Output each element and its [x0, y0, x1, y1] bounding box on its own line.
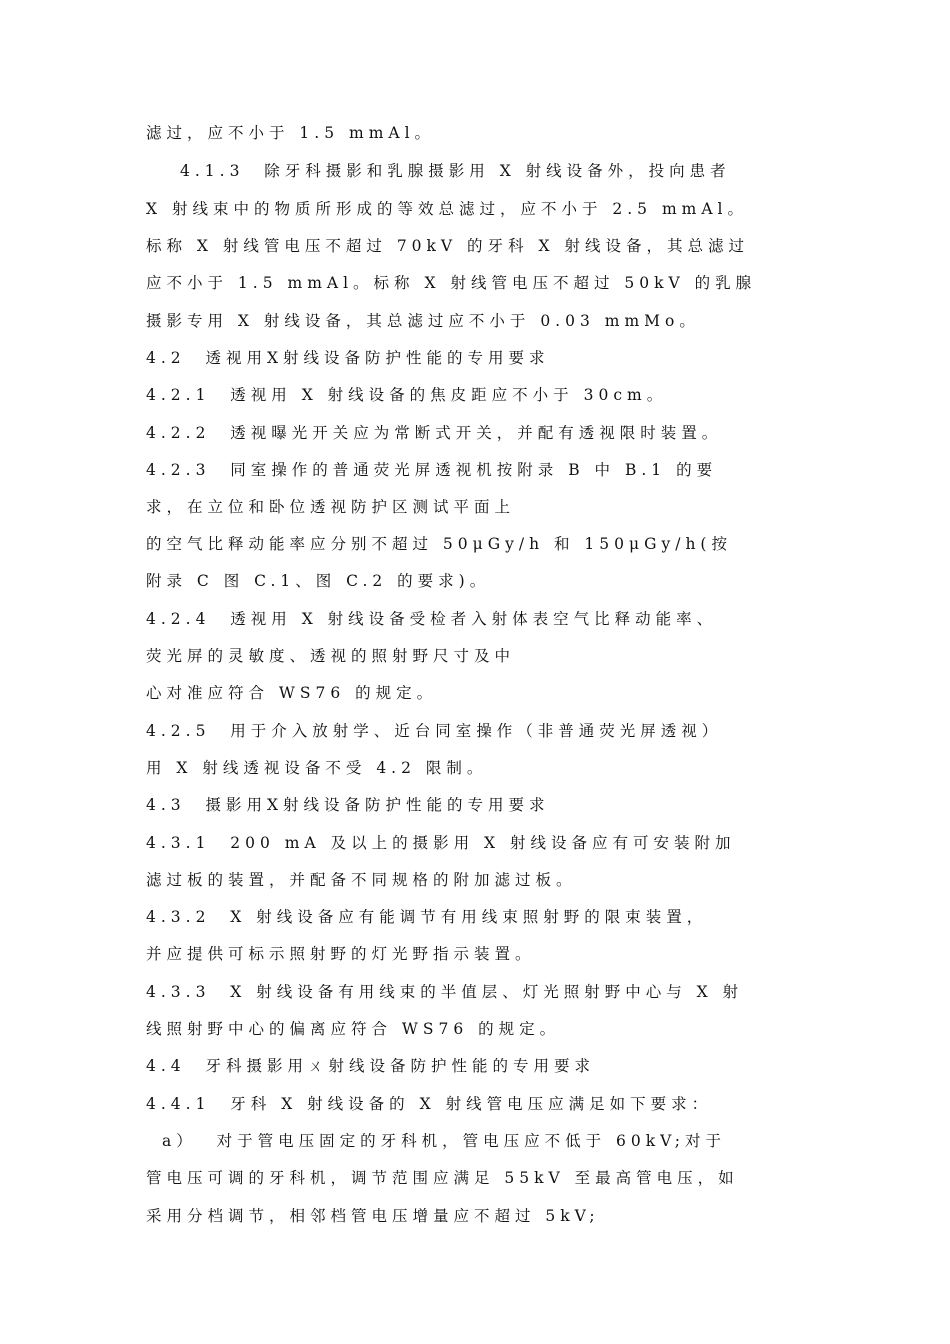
text-line: 线照射野中心的偏离应符合 WS76 的规定。 [146, 1020, 561, 1038]
text-line: 求，在立位和卧位透视防护区测试平面上 [146, 498, 516, 516]
section-heading-4-2: 4.2 透视用X射线设备防护性能的专用要求 [146, 349, 550, 367]
clause-4-2-5: 4.2.5 用于介入放射学、近台同室操作（非普通荧光屏透视） [146, 722, 723, 740]
clause-4-2-3: 4.2.3 同室操作的普通荧光屏透视机按附录 B 中 B.1 的要 [146, 461, 718, 479]
clause-4-1-3: 4.1.3 除牙科摄影和乳腺摄影用 X 射线设备外，投向患者 [180, 162, 731, 180]
text-line: 并应提供可标示照射野的灯光野指示装置。 [146, 945, 536, 963]
text-line: 摄影专用 X 射线设备，其总滤过应不小于 0.03 mmMo。 [146, 312, 700, 330]
section-heading-4-3: 4.3 摄影用X射线设备防护性能的专用要求 [146, 796, 550, 814]
clause-4-3-3: 4.3.3 X 射线设备有用线束的半值层、灯光照射野中心与 X 射 [146, 983, 744, 1001]
text-line: 荧光屏的灵敏度、透视的照射野尺寸及中 [146, 647, 516, 665]
clause-4-2-1: 4.2.1 透视用 X 射线设备的焦皮距应不小于 30cm。 [146, 386, 668, 404]
clause-4-2-4: 4.2.4 透视用 X 射线设备受检者入射体表空气比释动能率、 [146, 610, 718, 628]
text-line: 附录 C 图 C.1、图 C.2 的要求)。 [146, 572, 491, 590]
text-line: 滤过，应不小于 1.5 mmAl。 [146, 124, 436, 142]
text-line: 的空气比释动能率应分别不超过 50μGy/h 和 150μGy/h(按 [146, 535, 732, 553]
text-line: 标称 X 射线管电压不超过 70kV 的牙科 X 射线设备，其总滤过 [146, 237, 749, 255]
text-line: 滤过板的装置，并配备不同规格的附加滤过板。 [146, 871, 577, 889]
text-line: 心对准应符合 WS76 的规定。 [146, 684, 438, 702]
text-line: 管电压可调的牙科机，调节范围应满足 55kV 至最高管电压，如 [146, 1169, 739, 1187]
text-line: 应不小于 1.5 mmAl。标称 X 射线管电压不超过 50kV 的乳腺 [146, 274, 757, 292]
text-line: X 射线束中的物质所形成的等效总滤过，应不小于 2.5 mmAl。 [146, 200, 749, 218]
clause-4-4-1: 4.4.1 牙科 X 射线设备的 X 射线管电压应满足如下要求： [146, 1095, 713, 1113]
clause-4-2-2: 4.2.2 透视曝光开关应为常断式开关，并配有透视限时装置。 [146, 424, 723, 442]
text-line: 采用分档调节，相邻档管电压增量应不超过 5kV; [146, 1207, 600, 1225]
list-item-a: a） 对于管电压固定的牙科机，管电压应不低于 60kV;对于 [162, 1132, 726, 1150]
clause-4-3-1: 4.3.1 200 mA 及以上的摄影用 X 射线设备应有可安装附加 [146, 834, 736, 852]
clause-4-3-2: 4.3.2 X 射线设备应有能调节有用线束照射野的限束装置， [146, 908, 708, 926]
text-line: 用 X 射线透视设备不受 4.2 限制。 [146, 759, 488, 777]
section-heading-4-4: 4.4 牙科摄影用ㄨ射线设备防护性能的专用要求 [146, 1057, 596, 1075]
